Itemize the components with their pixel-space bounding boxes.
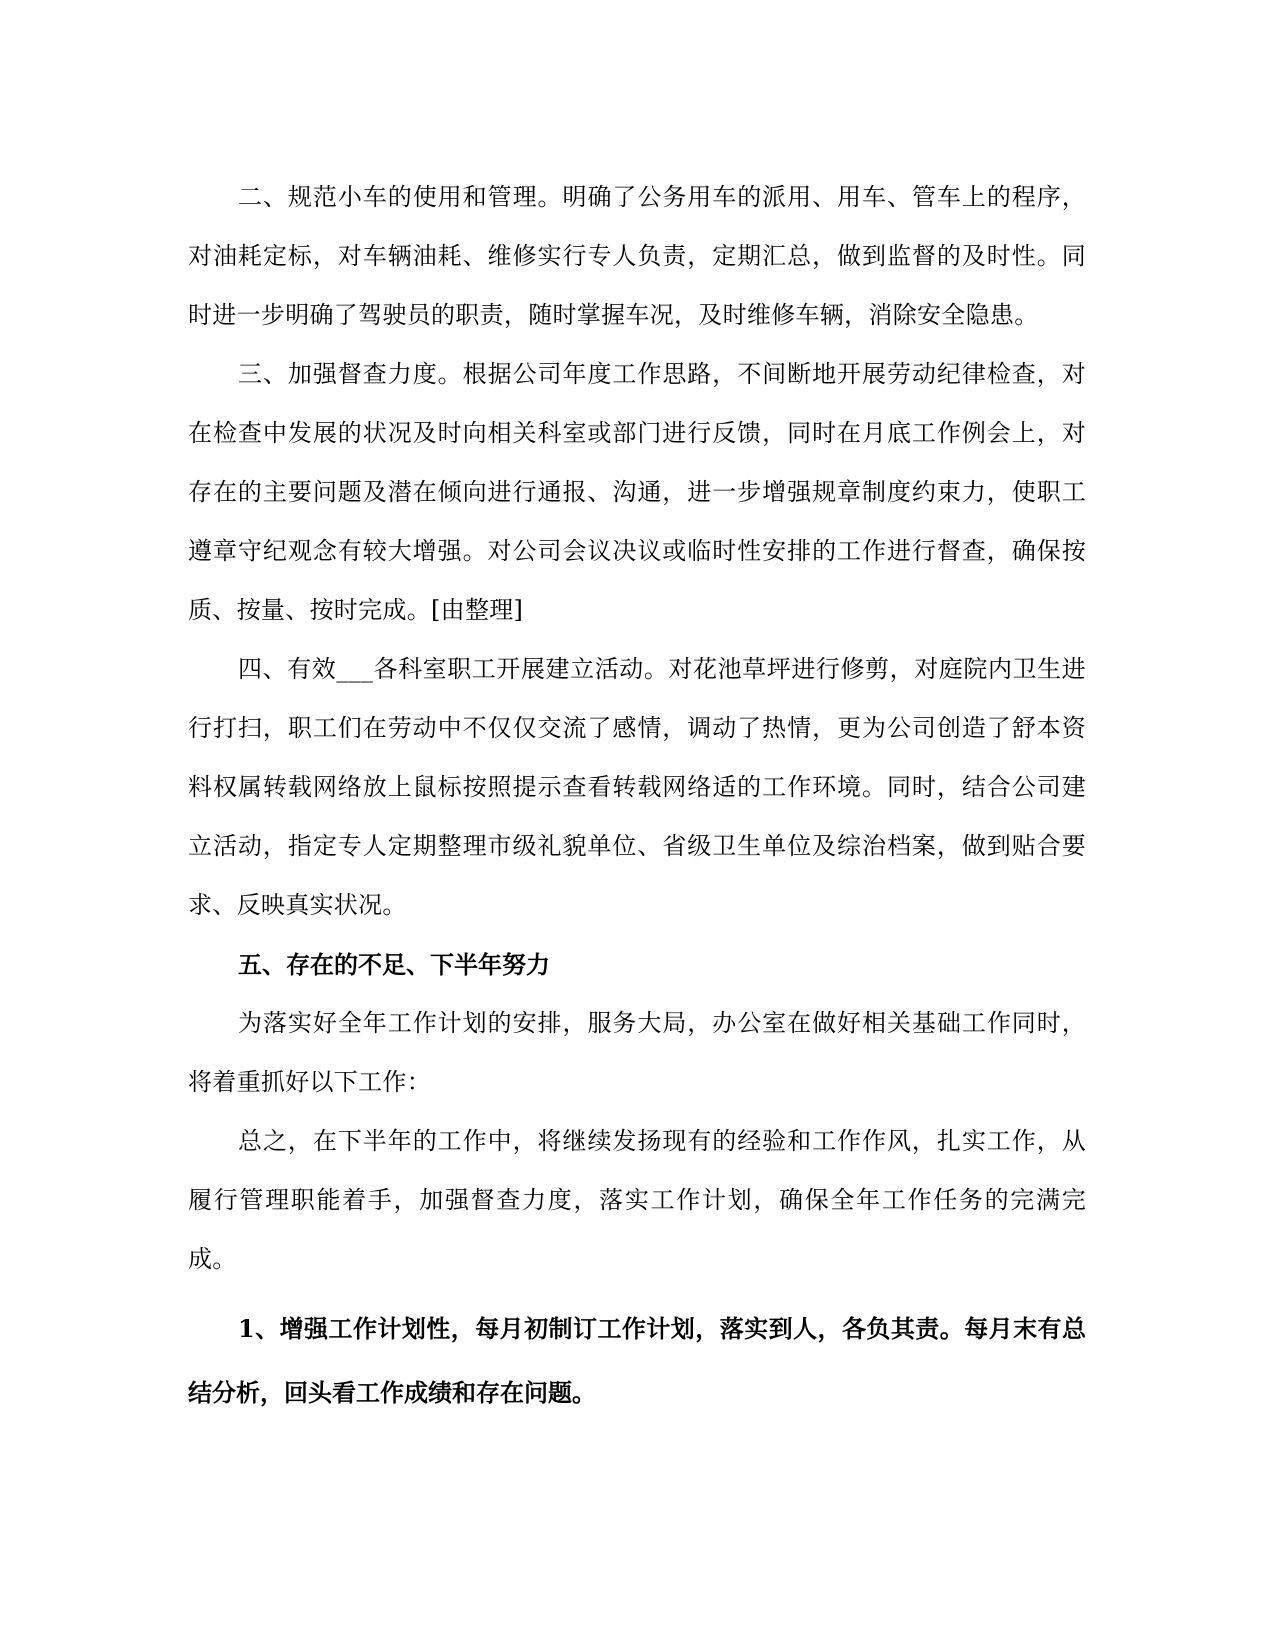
paragraph-vehicle-management: 二、规范小车的使用和管理。明确了公务用车的派用、用车、管车上的程序，对油耗定标，对车辆油耗、维修实行专人负责，定期汇总，做到监督的及时性。同时进一步明确了驾驶员的职责，随时掌握车况，及时维修车辆，消除安全隐患。 bbox=[188, 183, 1086, 329]
section-heading-shortcomings: 五、存在的不足、下半年努力 bbox=[238, 950, 550, 979]
paragraph-supervision: 三、加强督查力度。根据公司年度工作思路，不间断地开展劳动纪律检查，对在检查中发展的状况及时向相关科室或部门进行反馈，同时在月底工作例会上，对存在的主要问题及潜在倾向进行通报、沟通，进一步增强规章制度约束力，使职工遵章守纪观念有较大增强。对公司会议决议或临时性安排的工作进行督查，确保按质、按量、按时完成。[由整理] bbox=[188, 360, 1086, 624]
paragraph-item-1: 1、增强工作计划性，每月初制订工作计划，落实到人，各负其责。每月末有总结分析，回头看工作成绩和存在问题。 bbox=[188, 1314, 1086, 1407]
paragraph-plan-intro: 为落实好全年工作计划的安排，服务大局，办公室在做好相关基础工作同时，将着重抓好以下工作： bbox=[188, 1009, 1086, 1096]
paragraph-summary: 总之，在下半年的工作中，将继续发扬现有的经验和工作作风，扎实工作，从履行管理职能着手，加强督查力度，落实工作计划，确保全年工作任务的完满完成。 bbox=[188, 1127, 1086, 1273]
document-body bbox=[188, 168, 1086, 1425]
paragraph-activities: 四、有效___各科室职工开展建立活动。对花池草坪进行修剪，对庭院内卫生进行打扫，职工们在劳动中不仅仅交流了感情，调动了热情，更为公司创造了舒本资料权属转载网络放上鼠标按照提示查看转载网络适的工作环境。同时，结合公司建立活动，指定专人定期整理市级礼貌单位、省级卫生单位及综治档案，做到贴合要求、反映真实状况。 bbox=[188, 655, 1086, 919]
